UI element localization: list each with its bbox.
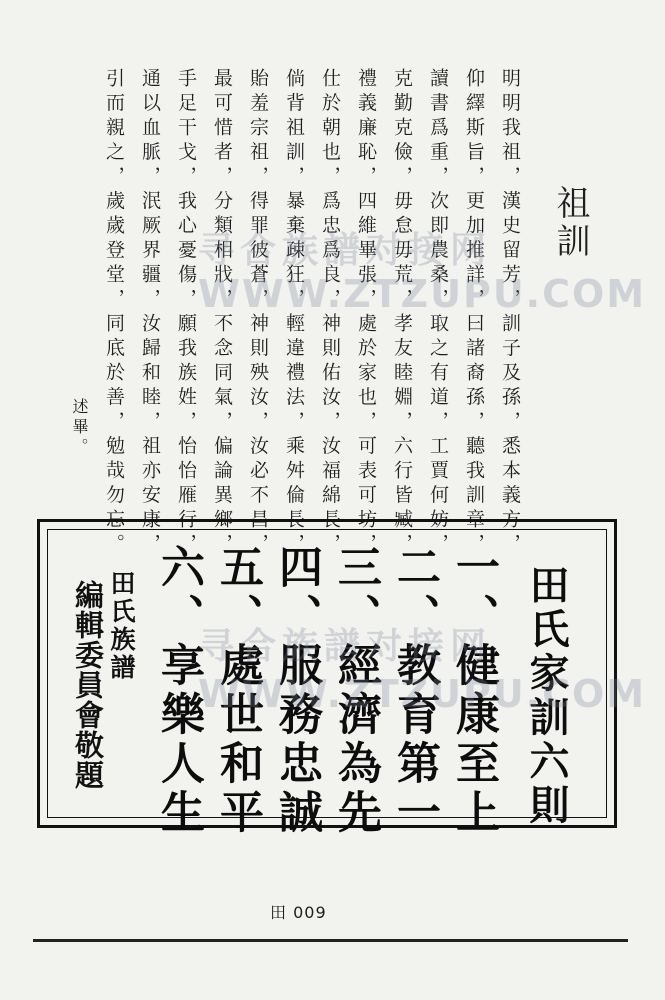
page-title: 祖訓 xyxy=(550,185,590,261)
watermark-url: WWW.ZTZUPU.COM xyxy=(198,272,647,316)
calligraphy-credit-line-2: 編輯委員會敬題 xyxy=(71,580,105,790)
calligraphy-rule: 三、經濟為先 xyxy=(330,544,381,838)
text-column: 倘背祖訓，暴棄疎狂，輕違禮法，乘舛倫長， xyxy=(283,68,305,558)
text-column: 禮義廉恥，四維畢張，處於家也，可表可坊， xyxy=(355,68,377,558)
calligraphy-rule: 五、處世和平 xyxy=(212,544,263,838)
watermark-url: WWW.ZTZUPU.COM xyxy=(198,672,647,716)
text-column: 讀書爲重，次即農桑，取之有道，工賈何妨， xyxy=(427,68,449,558)
text-column: 貽羞宗祖，得罪彼蒼，神則殃汝，汝必不昌， xyxy=(247,68,269,558)
text-column: 克勤克儉，毋怠毋荒，孝友睦婣，六行皆臧， xyxy=(391,68,413,558)
text-column: 通以血脈，泯厥界疆，汝歸和睦，祖亦安康， xyxy=(139,68,161,558)
page-number: 田 009 xyxy=(270,903,327,922)
calligraphy-rule: 六、享樂人生 xyxy=(153,544,204,838)
text-column: 仕於朝也，爲忠爲良，神則佑汝，汝福綿長， xyxy=(319,68,341,558)
footer-rule xyxy=(33,939,628,942)
text-column: 明明我祖，漢史留芳，訓子及孫，悉本義方， xyxy=(499,68,521,558)
calligraphy-title: 田氏家訓六則 xyxy=(523,564,570,828)
text-column: 仰繹斯旨，更加推詳，曰諸裔孫，聽我訓章， xyxy=(463,68,485,558)
watermark-text: 寻合族譜对接网 xyxy=(198,230,493,271)
watermark-text: 寻合族譜对接网 xyxy=(198,626,493,667)
text-column: 引而親之，歲歲登堂，同底於善，勉哉勿忘。 xyxy=(103,68,125,558)
calligraphy-rule: 二、教育第一 xyxy=(389,544,440,838)
closing-note: 述畢。 xyxy=(70,398,89,458)
text-column: 手足干戈，我心憂傷，願我族姓，怡怡雁行， xyxy=(175,68,197,558)
calligraphy-credit-line-1: 田氏族譜 xyxy=(107,570,136,682)
calligraphy-rule: 一、健康至上 xyxy=(448,544,499,838)
text-column: 最可惜者，分類相戕，不念同氣，偏論異鄉， xyxy=(211,68,233,558)
calligraphy-rule: 四、服務忠誠 xyxy=(271,544,322,838)
